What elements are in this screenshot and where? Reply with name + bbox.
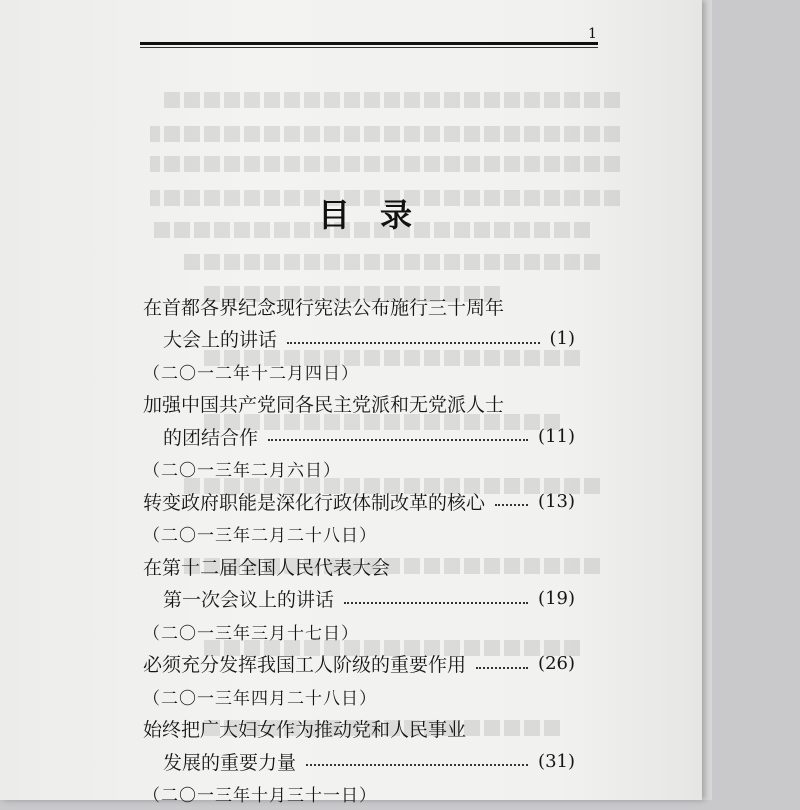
toc-entry-title-line [143,323,575,356]
toc-entry-title-line [143,745,575,778]
toc-page-number: (11) [538,426,575,447]
dot-leader [476,667,528,669]
toc-entry-date: （二〇一三年二月二十八日） [143,518,575,551]
dot-leader [495,504,528,506]
toc-entry-date: （二〇一三年十月三十一日） [143,778,575,810]
toc-entry[interactable] [143,388,575,486]
toc-entry[interactable] [143,713,575,810]
toc-entry-title: 大会上的讲话 [163,325,277,352]
toc-entry-date: （二〇一三年三月十七日） [143,615,575,648]
toc-page-number: (1) [550,328,576,349]
toc-entry-title: 必须充分发挥我国工人阶级的重要作用 [143,650,466,677]
toc-entry-title-line [143,388,575,421]
toc-entry-title: 加强中国共产党同各民主党派和无党派人士 [143,390,504,417]
header-rule-thin [140,47,598,48]
toc-entry[interactable] [143,550,575,648]
toc-entry-title-line [143,485,575,518]
toc-entry-title: 在第十二届全国人民代表大会 [143,553,390,580]
toc-entry[interactable] [143,290,575,388]
toc-entry-title: 始终把广大妇女作为推动党和人民事业 [143,715,466,742]
toc-entry[interactable] [143,648,575,713]
toc-entry-title-line [143,290,575,323]
dot-leader [344,602,528,604]
header-rule [140,42,598,45]
toc-title: 目录 [318,190,442,236]
toc-entry-date: （二〇一三年二月六日） [143,453,575,486]
toc-entry-date: （二〇一二年十二月四日） [143,355,575,388]
dot-leader [268,439,528,441]
toc-entry-title: 的团结合作 [163,423,258,450]
toc-entry-title: 第一次会议上的讲话 [163,585,334,612]
toc-page-number: (31) [538,751,575,772]
dot-leader [287,342,539,344]
page-number: 1 [588,26,597,42]
dot-leader [306,764,528,766]
toc-entry-title: 发展的重要力量 [163,748,296,775]
table-of-contents [143,290,575,810]
toc-entry-title-line [143,583,575,616]
toc-page-number: (19) [538,588,575,609]
toc-page-number: (13) [538,491,575,512]
toc-entry-title-line [143,420,575,453]
toc-entry-date: （二〇一三年四月二十八日） [143,680,575,713]
toc-entry-title: 在首都各界纪念现行宪法公布施行三十周年 [143,293,504,320]
toc-entry-title-line [143,550,575,583]
toc-entry[interactable] [143,485,575,550]
toc-entry-title: 转变政府职能是深化行政体制改革的核心 [143,488,485,515]
toc-entry-title-line [143,648,575,681]
toc-entry-title-line [143,713,575,746]
toc-page-number: (26) [538,653,575,674]
